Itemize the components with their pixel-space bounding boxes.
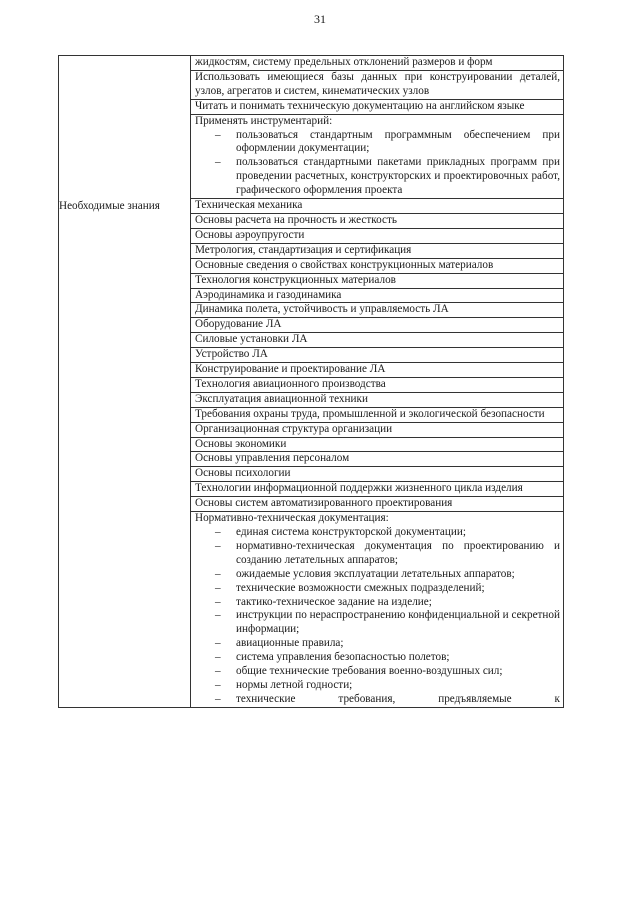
skill-row: Использовать имеющиеся базы данных при конструировании деталей, узлов, агрегатов и систем, кинематических узлов	[191, 71, 563, 100]
knowledge-section	[59, 199, 564, 708]
list-item: – нормы летной годности;	[195, 679, 560, 693]
knowledge-row: Требования охраны труда, промышленной и экологической безопасности	[191, 408, 563, 423]
knowledge-label: Необходимые знания	[59, 199, 191, 708]
requirements-table	[58, 55, 564, 708]
tools-list	[195, 129, 560, 199]
tools-intro: Применять инструментарий:	[195, 114, 333, 127]
knowledge-row: Основы систем автоматизированного проектирования	[191, 497, 563, 512]
list-item: – авиационные правила;	[195, 637, 560, 651]
knowledge-row: Основные сведения о свойствах конструкционных материалов	[191, 259, 563, 274]
knowledge-row: Основы управления персоналом	[191, 452, 563, 467]
knowledge-row: Основы психологии	[191, 467, 563, 482]
skill-row: жидкостям, систему предельных отклонений размеров и форм	[191, 56, 563, 71]
knowledge-row: Технология конструкционных материалов	[191, 274, 563, 289]
knowledge-row: Конструирование и проектирование ЛА	[191, 363, 563, 378]
normative-docs-intro: Нормативно-техническая документация:	[195, 512, 389, 525]
knowledge-row: Технологии информационной поддержки жизненного цикла изделия	[191, 482, 563, 497]
skills-section	[59, 56, 564, 199]
page-number: 31	[314, 12, 326, 26]
knowledge-row: Оборудование ЛА	[191, 318, 563, 333]
list-item: – инструкции по нераспространению конфиденциальной и секретной информации;	[195, 609, 560, 637]
knowledge-row: Эксплуатация авиационной техники	[191, 393, 563, 408]
list-item: – нормативно-техническая документация по проектированию и созданию летательных аппаратов;	[195, 540, 560, 568]
skills-label-cell	[59, 56, 191, 199]
normative-docs-row	[191, 512, 563, 707]
knowledge-row: Устройство ЛА	[191, 348, 563, 363]
list-item: – тактико-техническое задание на изделие;	[195, 596, 560, 610]
skill-row: Читать и понимать техническую документацию на английском языке	[191, 100, 563, 115]
knowledge-row: Основы расчета на прочность и жесткость	[191, 214, 563, 229]
knowledge-row: Техническая механика	[191, 199, 563, 214]
tools-row	[191, 115, 563, 198]
knowledge-row: Динамика полета, устойчивость и управляемость ЛА	[191, 303, 563, 318]
list-item: – пользоваться стандартным программным обеспечением при оформлении документации;	[195, 129, 560, 157]
knowledge-row: Основы экономики	[191, 438, 563, 453]
knowledge-row: Организационная структура организации	[191, 423, 563, 438]
skills-cell	[191, 56, 564, 199]
normative-docs-list	[195, 526, 560, 707]
list-item: – единая система конструкторской документации;	[195, 526, 560, 540]
knowledge-row: Аэродинамика и газодинамика	[191, 289, 563, 304]
list-item: – ожидаемые условия эксплуатации летательных аппаратов;	[195, 568, 560, 582]
list-item: – пользоваться стандартными пакетами прикладных программ при проведении расчетных, конструкторских и проектировочных работ, графического оформления проекта	[195, 156, 560, 198]
knowledge-row: Основы аэроупругости	[191, 229, 563, 244]
list-item: – технические возможности смежных подразделений;	[195, 582, 560, 596]
list-item: – система управления безопасностью полетов;	[195, 651, 560, 665]
knowledge-row: Технология авиационного производства	[191, 378, 563, 393]
knowledge-cell	[191, 199, 564, 708]
knowledge-row: Метрология, стандартизация и сертификация	[191, 244, 563, 259]
list-item: – общие технические требования военно-воздушных сил;	[195, 665, 560, 679]
knowledge-row: Силовые установки ЛА	[191, 333, 563, 348]
list-item: – технические требования, предъявляемые к	[195, 693, 560, 707]
